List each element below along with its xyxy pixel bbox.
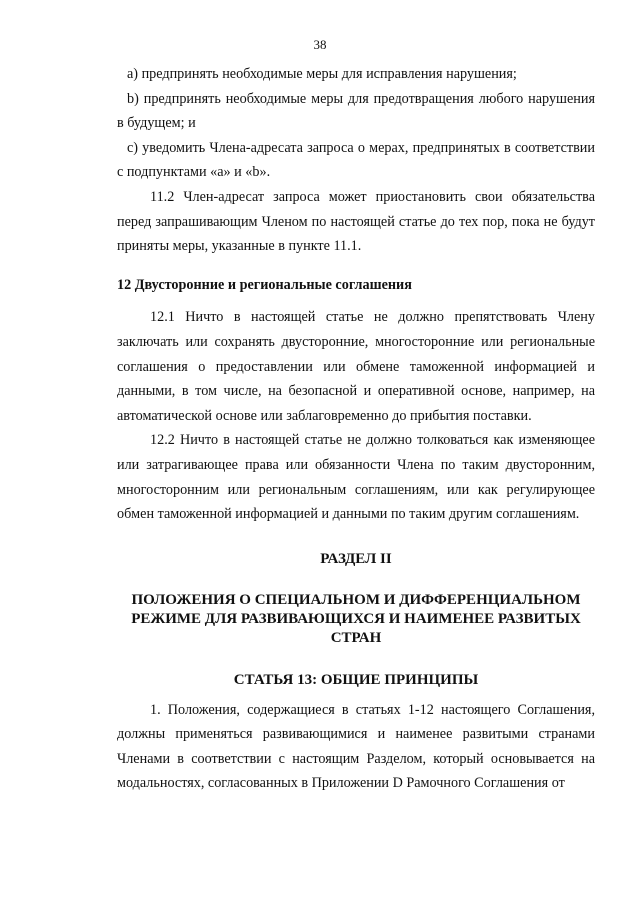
list-item-c: c) уведомить Члена-адресата запроса о мерах, предпринятых в соответствии с подпунктами «a» и «b».: [117, 139, 595, 181]
paragraph-12-2: 12.2 Ничто в настоящей статье не должно толковаться как изменяющее или затрагивающее права или обязанности Члена по таким двусторонним, многосторонним или региональным соглашениям, или как регулирующее обмен таможенной информацией и данными по таким другим соглашениям.: [117, 432, 595, 523]
paragraph-11-2: 11.2 Член-адресат запроса может приостановить свои обязательства перед запрашивающим Членом по настоящей статье до тех пор, пока не будут приняты меры, указанные в пункте 11.1.: [117, 188, 595, 255]
article-title: СТАТЬЯ 13: ОБЩИЕ ПРИНЦИПЫ: [233, 671, 479, 688]
document-body: [117, 62, 595, 796]
page-number: 38: [313, 37, 327, 52]
paragraph-12-1: 12.1 Ничто в настоящей статье не должно препятствовать Члену заключать или сохранять двусторонние, многосторонние или региональные соглашения о предоставлении или обмене таможенной информацией и данными, в том числе, на безопасной и оперативной основе, например, на автоматической основе или заблаговременно до прибытия поставки.: [117, 309, 595, 424]
section-label: РАЗДЕЛ II: [320, 550, 392, 567]
heading-12: 12 Двусторонние и региональные соглашения: [117, 276, 412, 293]
list-item-a: a) предпринять необходимые меры для исправления нарушения;: [127, 66, 517, 82]
section-title: ПОЛОЖЕНИЯ О СПЕЦИАЛЬНОМ И ДИФФЕРЕНЦИАЛЬНОМ РЕЖИМЕ ДЛЯ РАЗВИВАЮЩИХСЯ И НАИМЕНЕЕ РАЗВИТЫХ СТРАН: [131, 591, 581, 646]
paragraph-13-1: 1. Положения, содержащиеся в статьях 1-12 настоящего Соглашения, должны применяться развивающимися и наименее развитыми странами Членами в соответствии с настоящим Разделом, который основывается на модальностях, согласованных в Приложении D Рамочного Соглашения от: [117, 701, 595, 792]
list-item-b: b) предпринять необходимые меры для предотвращения любого нарушения в будущем; и: [117, 90, 595, 132]
